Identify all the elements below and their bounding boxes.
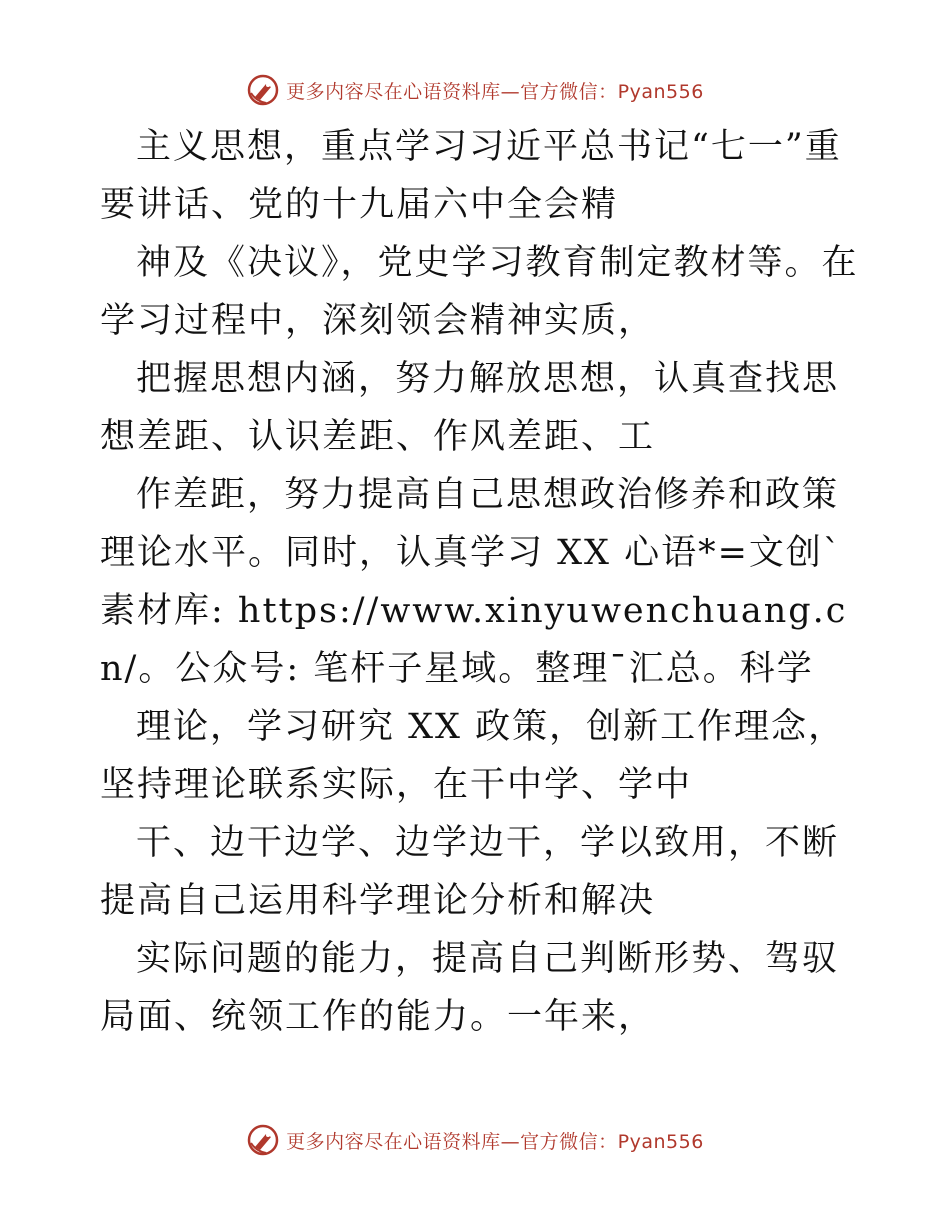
footer-banner [0, 1120, 950, 1160]
header-banner [0, 70, 950, 110]
paragraph-6: 干、边干边学、边学边干，学以致用，不断提高自己运用科学理论分析和解决 [100, 823, 840, 921]
footer-banner-inner [246, 1123, 704, 1157]
document-body [100, 118, 860, 1046]
paragraph-4: 作差距，努力提高自己思想政治修养和政策理论水平。同时，认真学习 XX 心语*=文创`素材库: https://www.xinyuwenchuang.cn/。公众号: 笔杆子星域。整理¯汇总。科学 [100, 475, 848, 689]
paragraph-1: 主义思想，重点学习习近平总书记“七一”重要讲话、党的十九届六中全会精 [100, 127, 842, 225]
paragraph-7: 实际问题的能力，提高自己判断形势、驾驭局面、统领工作的能力。一年来， [100, 939, 840, 1037]
header-banner-text: 更多内容尽在心语资料库—官方微信：Pyan556 [286, 80, 704, 103]
pen-nib-logo-icon [246, 73, 280, 107]
paragraph-5: 理论，学习研究 XX 政策，创新工作理念，坚持理论联系实际，在干中学、学中 [100, 707, 846, 805]
footer-banner-text: 更多内容尽在心语资料库—官方微信：Pyan556 [286, 1130, 704, 1153]
paragraph-2: 神及《决议》，党史学习教育制定教材等。在学习过程中，深刻领会精神实质， [100, 243, 859, 341]
header-banner-inner [246, 73, 704, 107]
pen-nib-logo-icon [246, 1123, 280, 1157]
paragraph-3: 把握思想内涵，努力解放思想，认真查找思想差距、认识差距、作风差距、工 [100, 359, 840, 457]
